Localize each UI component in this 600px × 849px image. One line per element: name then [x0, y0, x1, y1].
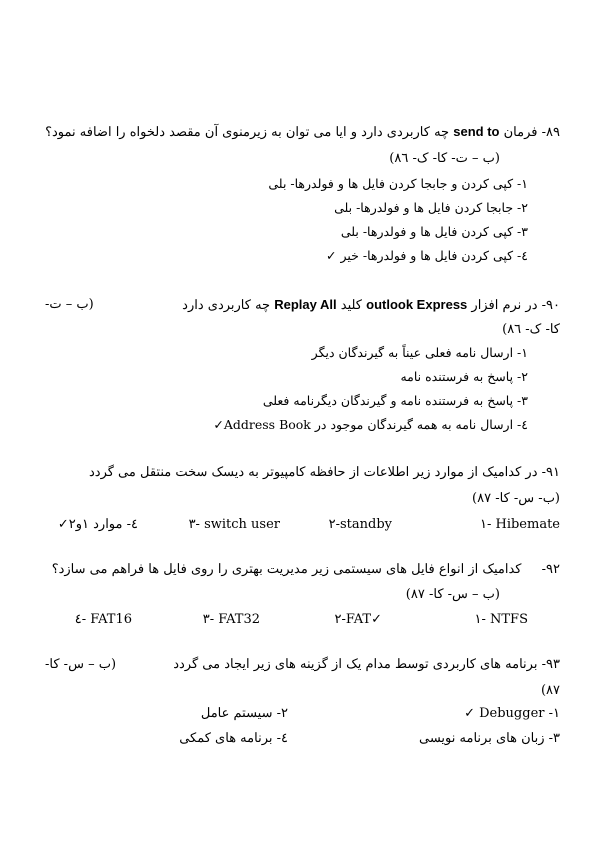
options-row	[40, 731, 560, 747]
question-number: ۹۱-	[541, 465, 560, 480]
option: ٢- جابجا کردن فایل ها و فولدرها- بلی	[334, 200, 528, 215]
option: ✓FAT-٢	[334, 612, 382, 627]
question-number: ۹۳-	[541, 657, 560, 672]
question-source: (ب – ت-	[45, 297, 94, 312]
command-name: send to	[453, 124, 500, 139]
question-text: برنامه های کاربردی توسط مدام یک از گزینه های زیر ایجاد می گردد	[173, 657, 538, 672]
option: ٢- پاسخ به فرستنده نامه	[400, 369, 528, 384]
question-number: ۹۲-	[541, 562, 560, 577]
option: ٤- ارسال نامه به همه گیرندگان موجود در Address Book✓	[213, 417, 528, 432]
option: switch user -٣	[188, 517, 280, 532]
program-name: outlook Express	[366, 297, 468, 312]
option: Hibemate -١	[479, 517, 560, 532]
question-89	[45, 125, 560, 139]
option: FAT32 -٣	[202, 612, 260, 627]
option: ٤- موارد ١و٢✓	[57, 517, 138, 532]
options-row	[40, 706, 560, 722]
option: ٢- سیستم عامل	[200, 706, 288, 721]
question-source: (ب – ت- کا- ک- ۸٦)	[389, 151, 500, 166]
question-source-continued: ۸۷)	[540, 683, 560, 698]
question-text: چه کاربردی دارد و ایا می توان به زیرمنوی آن مقصد دلخواه را اضافه نمود؟	[45, 125, 450, 140]
option: ٣- زبان های برنامه نویسی	[419, 731, 560, 746]
question-90	[40, 298, 560, 312]
question-source: (ب – س- کا- ۸۷)	[405, 587, 500, 602]
option: ٤- برنامه های کمکی	[179, 731, 288, 746]
options-row	[40, 517, 560, 533]
option: ٣- کپی کردن فایل ها و فولدرها- بلی	[340, 224, 528, 239]
option: ٤- کپی کردن فایل ها و فولدرها- خیر ✓	[326, 248, 528, 263]
option: ٣- پاسخ به فرستنده نامه و گیرندگان دیگرنامه فعلی	[262, 393, 528, 408]
options-row	[40, 612, 560, 628]
key-name: Replay All	[274, 297, 337, 312]
question-source-continued: کا- ک- ۸٦)	[502, 322, 560, 337]
question-text: در کدامیک از موارد زیر اطلاعات از حافظه کامپیوتر به دیسک سخت منتقل می گردد	[88, 465, 538, 480]
question-text: کلید	[340, 298, 362, 313]
question-source: (ب – س- کا-	[45, 657, 117, 672]
question-91	[89, 466, 560, 479]
question-92	[52, 563, 560, 576]
question-text: در نرم افزار	[471, 298, 538, 313]
option: ١- کپی کردن و جابجا کردن فایل ها و فولدرها- بلی	[268, 176, 528, 191]
question-text: چه کاربردی دارد	[182, 298, 271, 313]
question-source: (ب- س- کا- ۸۷)	[472, 491, 560, 506]
question-number: ۸۹-	[541, 125, 560, 140]
question-number: ۹۰-	[541, 298, 560, 313]
option: FAT16 -٤	[74, 612, 132, 627]
question-93	[173, 658, 560, 671]
question-text: کدامیک از انواع فایل های سیستمی زیر مدیریت بهتری را روی فایل ها فراهم می سازد؟	[51, 562, 522, 577]
question-text: فرمان	[503, 125, 538, 140]
option: standby-٢	[328, 517, 392, 532]
option: ١- Debugger ✓	[464, 706, 560, 721]
option: ١- ارسال نامه فعلی عیناً به گیرندگان دیگر	[311, 345, 528, 360]
option: NTFS -١	[474, 612, 528, 627]
